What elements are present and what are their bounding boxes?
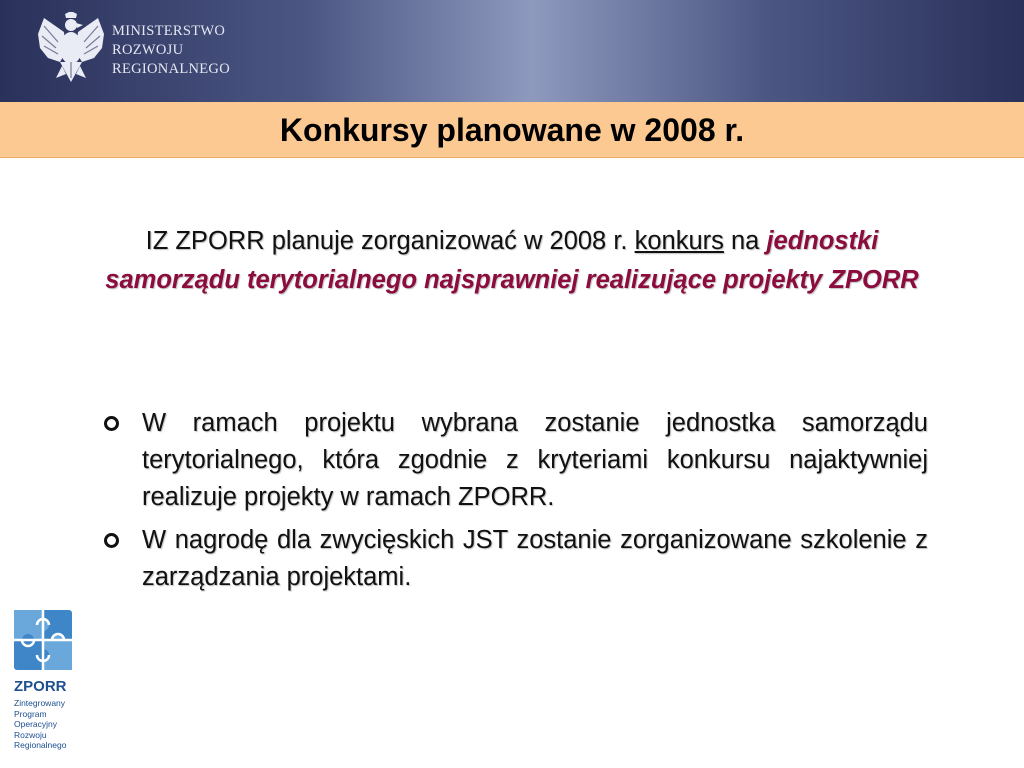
title-bar xyxy=(0,102,1024,158)
polish-eagle-icon xyxy=(36,12,106,88)
intro-text: na xyxy=(723,227,767,255)
bullet-item xyxy=(98,405,928,516)
bullet-text: W ramach projektu wybrana zostanie jednostka samorządu terytorialnego, która zgodnie z kryteriami konkursu najaktywniej realizuje projekty w ramach ZPORR. xyxy=(142,409,928,511)
bullet-text: W nagrodę dla zwycięskich JST zostanie zorganizowane szkolenie z zarządzania projektami. xyxy=(142,526,928,591)
ministry-line: MINISTERSTWO xyxy=(112,23,226,39)
ministry-header xyxy=(0,0,1024,102)
bullet-item xyxy=(98,522,928,596)
intro-paragraph xyxy=(100,222,924,300)
zporr-logo-name: ZPORR xyxy=(14,678,67,695)
intro-emphasis: jednostki samorządu terytorialnego najsprawniej realizujące projekty ZPORR xyxy=(105,227,919,294)
zporr-logo-subtitle xyxy=(14,698,66,751)
zporr-subtitle-line: Rozwoju xyxy=(14,729,47,740)
zporr-subtitle-line: Zintegrowany xyxy=(14,698,66,708)
ministry-line: REGIONALNEGO xyxy=(112,61,230,77)
ministry-name xyxy=(112,22,230,79)
zporr-subtitle-line: Program xyxy=(14,708,47,719)
bullet-list xyxy=(98,405,928,602)
circle-bullet-icon xyxy=(104,416,119,431)
ministry-line: ROZWOJU xyxy=(112,42,184,58)
zporr-subtitle-line: Operacyjny xyxy=(14,719,57,729)
zporr-subtitle-line: Regionalnego xyxy=(14,740,67,750)
puzzle-logo-icon xyxy=(12,606,76,676)
intro-keyword: konkurs xyxy=(634,227,724,255)
intro-text: IZ ZPORR planuje zorganizować w 2008 r. xyxy=(145,227,635,255)
circle-bullet-icon xyxy=(104,533,119,548)
slide-title: Konkursy planowane w 2008 r. xyxy=(279,112,745,148)
